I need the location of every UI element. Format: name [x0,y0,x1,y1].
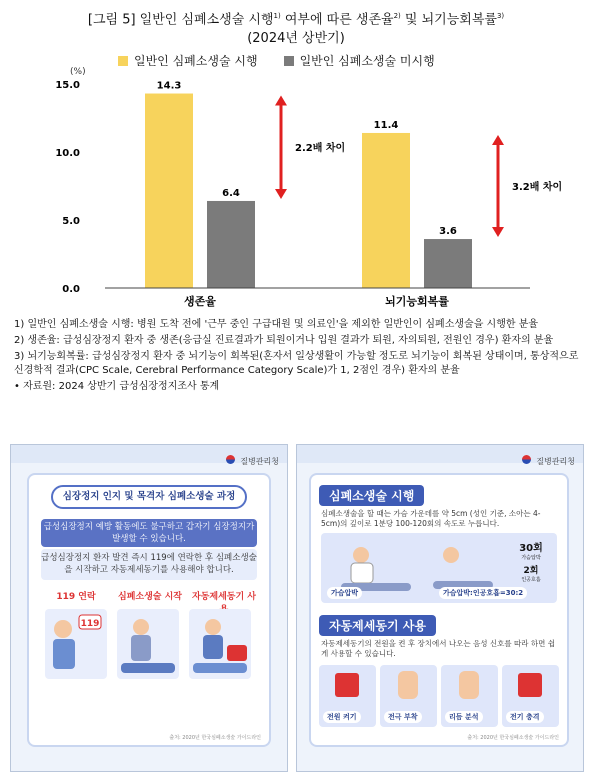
bar-value-label: 14.3 [156,80,182,92]
data-source: • 자료원: 2024 상반기 급성심장정지조사 통계 [14,381,220,392]
x-category-label: 뇌기능회복률 [385,295,449,308]
cpr-rescuer-body-icon [351,563,373,583]
left-card [29,475,269,745]
difference-annotation: 2.2배 차이 [295,143,346,155]
legend-label-performed: 일반인 심폐소생술 시행 [134,54,258,68]
breath-count: 2회 [523,566,539,576]
cpr-illustration-box [321,533,557,603]
difference-arrows [275,96,562,238]
y-tick-label: 5.0 [62,216,80,227]
step-label-119: 119 연락 [56,592,96,602]
cpr-step-2: 가슴압박:인공호흡=30:2 [439,587,527,599]
figure-title: [그림 5] 일반인 심폐소생술 시행$^{1)}$ 여부에 따른 생존율$^{2)}$ 및 뇌기능회복률$^{3)}$ [87,12,505,28]
bar-group [145,81,472,288]
breath-count-sub: 인공호흡 [521,577,541,583]
difference-arrow-head-up [275,96,287,106]
cpr-count: 30회 [519,543,543,554]
patient-icon [121,663,175,673]
x-axis-labels [184,294,449,308]
aed-analyze-icon [459,671,479,699]
left-box-2: 급성심장정지 환자 발견 즉시 119에 연락한 후 심폐소생술을 시작하고 자동제세동기를 사용해야 합니다. [41,549,257,580]
aed-device-icon [227,645,247,661]
left-infographic [10,444,288,772]
cpr-count-sub: 가슴압박 [521,555,541,561]
rescuer-head-icon [133,619,149,635]
step-label-aed: 자동제세동기 사 [192,592,256,602]
y-tick-label: 10.0 [55,148,80,159]
aed-step-shock [502,665,559,727]
right-logo-text: 질병관리청 [536,457,575,466]
left-steps [41,589,257,685]
aed-step-pads [380,665,437,727]
aed-shock-icon [518,673,542,697]
aed-patient-icon [193,663,247,673]
aed-power-icon [335,673,359,697]
person-body-icon [53,639,75,669]
section-aed-text: 자동제세동기의 전원을 켠 후 장치에서 나오는 음성 신호를 따라 하면 쉽게 사용할 수 있습니다. [321,639,555,658]
section-cpr-title: 심폐소생술 시행 [319,485,424,506]
aed-steps [319,665,559,727]
figure-subtitle: (2024년 상반기) [247,31,345,46]
cpr-rescuer-head-icon [353,547,369,563]
logo-icon [226,455,235,464]
note-2: 2) 생존율: 급성심장정지 환자 중 생존(응급실 진료결과가 퇴원이거나 입원 결과가 퇴원, 자의퇴원, 전원인 경우) 환자의 분율 [14,335,554,346]
cpr-count-badge [511,539,551,583]
section-cpr-text: 심폐소생술을 할 때는 가슴 가운데를 약 5cm (성인 기준, 소아는 4-5cm)의 깊이로 1분당 100-120회의 속도로 누릅니다. [321,509,541,528]
right-logo [522,449,575,468]
difference-arrow-head-down [492,227,504,237]
rescuer-body-icon [131,635,151,661]
bar-value-label: 6.4 [222,187,240,199]
legend-label-not-performed: 일반인 심폐소생술 미시행 [299,54,435,68]
left-box-1: 급성심장정지 예방 활동에도 불구하고 갑자기 심장정지가 발생할 수 있습니다. [41,519,257,547]
left-logo [226,449,279,468]
aed-step-label-2: 전극 부착 [384,711,422,723]
aed-step-power [319,665,376,727]
bar-value-label: 3.6 [439,226,457,238]
y-axis-ticks [55,80,80,295]
breath-rescuer-head-icon [443,547,459,563]
difference-arrow-head-up [492,135,504,145]
left-illustration [41,607,257,707]
logo-icon [522,455,531,464]
section-aed-title: 자동제세동기 사용 [319,615,436,636]
bar-performed [145,94,193,288]
right-infographic [296,444,584,772]
note-1: 1) 일반인 심폐소생술 시행: 병원 도착 전에 '근무 중인 구급대원 및 의료인'을 제외한 일반인이 심폐소생술을 시행한 분율 [14,319,539,330]
difference-arrow-head-down [275,189,287,199]
note-3: 3) 뇌기능회복률: 급성심장정지 환자 중 뇌기능이 회복된(혼자서 일상생활이 가능할 정도로 뇌기능이 회복된 상태이며, 통상적으로 신경학적 결과(CPC Scale, Cerebral Performance Category Scale)가 1, 2점인 경우) 환자의 분율 [14,351,579,376]
step-label-cpr: 심폐소생술 시작 [118,592,182,602]
bar-performed [362,133,410,288]
y-tick-label: 15.0 [55,80,80,91]
left-footer: 출처: 2020년 한국심폐소생술 가이드라인 [169,735,261,741]
aed-user-head-icon [205,619,221,635]
bar-not-performed [424,239,472,288]
right-card [311,475,567,745]
bar-chart [0,60,592,310]
phone-number-text: 119 [80,619,100,629]
difference-annotation: 3.2배 차이 [512,182,563,193]
bar-value-label: 11.4 [373,119,399,131]
aed-user-body-icon [203,635,223,659]
bar-not-performed [207,201,255,288]
aed-step-label-3: 리듬 분석 [445,711,483,723]
person-head-icon [54,620,72,638]
left-logo-text: 질병관리청 [240,457,279,466]
cpr-step-1: 가슴압박 [327,587,362,599]
aed-step-analyze [441,665,498,727]
aed-step-label-4: 전기 충격 [506,711,544,723]
aed-step-label-1: 전원 켜기 [323,711,361,723]
y-unit-label: (%) [70,67,86,77]
y-tick-label: 0.0 [62,284,80,295]
x-category-label: 생존율 [184,295,216,308]
aed-pads-icon [398,671,418,699]
left-card-title: 심장정지 인지 및 목격자 심폐소생술 과정 [51,485,247,509]
right-footer: 출처: 2020년 한국심폐소생술 가이드라인 [467,735,559,741]
footnotes [14,318,580,394]
